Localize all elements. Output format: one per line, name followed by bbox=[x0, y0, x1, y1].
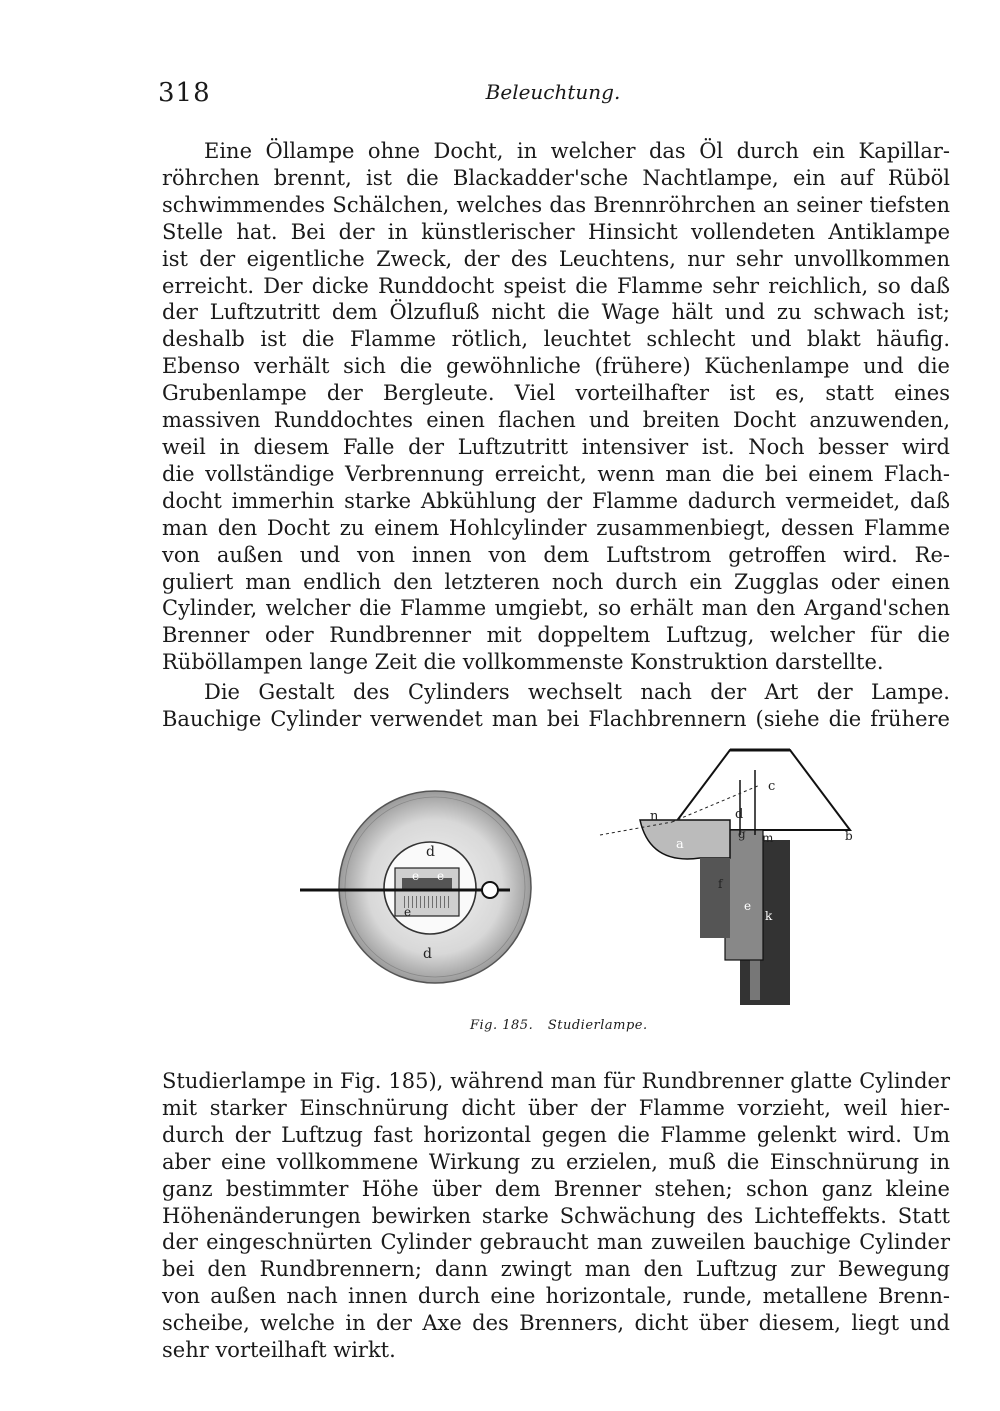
text-line: durch der Luftzug fast horizontal gegen die Flamme gelenkt wird. Um bbox=[162, 1122, 950, 1147]
text-line: massiven Runddochtes einen flachen und breiten Docht anzuwenden, bbox=[162, 408, 950, 433]
text-line: aber eine vollkommene Wirkung zu erzielen, muß die Einschnürung in bbox=[162, 1149, 950, 1174]
text-line: von außen und von innen von dem Luftstrom getroffen wird. Re- bbox=[162, 542, 950, 567]
text-line: sehr vorteilhaft wirkt. bbox=[162, 1338, 396, 1363]
text-line: der Luftzutritt dem Ölzufluß nicht die Wage hält und zu schwach ist; bbox=[162, 300, 950, 325]
text-line: Grubenlampe der Bergleute. Viel vorteilhafter ist es, statt eines bbox=[162, 381, 950, 406]
burner-top-view bbox=[300, 791, 531, 983]
text-line: die vollständige Verbrennung erreicht, wenn man die bei einem Flach- bbox=[162, 461, 950, 486]
text-line: guliert man endlich den letzteren noch durch ein Zugglas oder einen bbox=[162, 569, 950, 594]
paragraph-2 bbox=[162, 679, 950, 733]
svg-text:d: d bbox=[735, 807, 744, 822]
text-line: ist der eigentliche Zweck, der des Leuchtens, nur sehr unvollkommen bbox=[162, 246, 950, 271]
running-head: Beleuchtung. bbox=[485, 80, 621, 104]
paragraph-1 bbox=[162, 138, 950, 676]
svg-text:e: e bbox=[404, 905, 412, 919]
lamp-illustration bbox=[300, 740, 860, 1020]
figure-caption bbox=[470, 1018, 658, 1033]
text-line: erreicht. Der dicke Runddocht speist die Flamme sehr reichlich, so daß bbox=[162, 273, 950, 298]
svg-text:a: a bbox=[676, 837, 684, 852]
svg-text:d: d bbox=[426, 844, 435, 860]
text-line: Bauchige Cylinder verwendet man bei Flachbrennern (siehe die frühere bbox=[162, 706, 950, 731]
text-line: man den Docht zu einem Hohlcylinder zusammenbiegt, dessen Flamme bbox=[162, 515, 950, 540]
lamp-side-section bbox=[600, 750, 853, 1005]
text-line: deshalb ist die Flamme rötlich, leuchtet schlecht und blakt häufig. bbox=[162, 327, 950, 352]
text-line: weil in diesem Falle der Luftzutritt intensiver ist. Noch besser wird bbox=[162, 434, 950, 459]
svg-text:c: c bbox=[768, 779, 776, 794]
text-line: Die Gestalt des Cylinders wechselt nach der Art der Lampe. bbox=[204, 680, 950, 704]
svg-text:k: k bbox=[765, 909, 773, 923]
text-line: Ebenso verhält sich die gewöhnliche (frühere) Küchenlampe und die bbox=[162, 354, 950, 379]
text-line: bei den Rundbrennern; dann zwingt man den Luftzug zur Bewegung bbox=[162, 1257, 950, 1282]
figure-study-lamp bbox=[300, 740, 860, 1040]
text-line: röhrchen brennt, ist die Blackadder'sche Nachtlampe, ein auf Rüböl bbox=[162, 165, 950, 190]
svg-text:b: b bbox=[845, 829, 853, 843]
svg-text:n: n bbox=[650, 809, 659, 824]
svg-text:d: d bbox=[423, 946, 432, 962]
page-number: 318 bbox=[158, 78, 211, 108]
svg-text:e: e bbox=[412, 869, 420, 883]
svg-text:f: f bbox=[718, 877, 723, 891]
paragraph-3 bbox=[162, 1068, 950, 1364]
text-line: schwimmendes Schälchen, welches das Brennröhrchen an seiner tiefsten bbox=[162, 192, 950, 217]
svg-text:m: m bbox=[762, 831, 774, 845]
text-line: Stelle hat. Bei der in künstlerischer Hinsicht vollendeten Antiklampe bbox=[162, 219, 950, 244]
text-line: Studierlampe in Fig. 185), während man für Rundbrenner glatte Cylinder bbox=[162, 1069, 950, 1093]
svg-text:g: g bbox=[738, 827, 746, 841]
page-header bbox=[158, 78, 948, 114]
text-line: ganz bestimmter Höhe über dem Brenner stehen; schon ganz kleine bbox=[162, 1176, 950, 1201]
figure-title: Studierlampe. bbox=[547, 1018, 648, 1033]
svg-text:e: e bbox=[744, 899, 752, 913]
text-line: docht immerhin starke Abkühlung der Flamme dadurch vermeidet, daß bbox=[162, 488, 950, 513]
text-line: Eine Öllampe ohne Docht, in welcher das Öl durch ein Kapillar- bbox=[204, 139, 950, 163]
text-line: Brenner oder Rundbrenner mit doppeltem Luftzug, welcher für die bbox=[162, 623, 950, 648]
text-line: Höhenänderungen bewirken starke Schwächung des Lichteffekts. Statt bbox=[162, 1203, 950, 1228]
text-line: von außen nach innen durch eine horizontale, runde, metallene Brenn- bbox=[162, 1284, 950, 1309]
figure-number: Fig. 185. bbox=[470, 1018, 534, 1033]
svg-text:e: e bbox=[437, 869, 445, 883]
text-line: scheibe, welche in der Axe des Brenners, dicht über diesem, liegt und bbox=[162, 1311, 950, 1336]
text-line: mit starker Einschnürung dicht über der Flamme vorzieht, weil hier- bbox=[162, 1095, 950, 1120]
text-line: Cylinder, welcher die Flamme umgiebt, so erhält man den Argand'schen bbox=[162, 596, 950, 621]
text-line: Rüböllampen lange Zeit die vollkommenste Konstruktion darstellte. bbox=[162, 650, 884, 675]
text-line: der eingeschnürten Cylinder gebraucht man zuweilen bauchige Cylinder bbox=[162, 1230, 950, 1255]
